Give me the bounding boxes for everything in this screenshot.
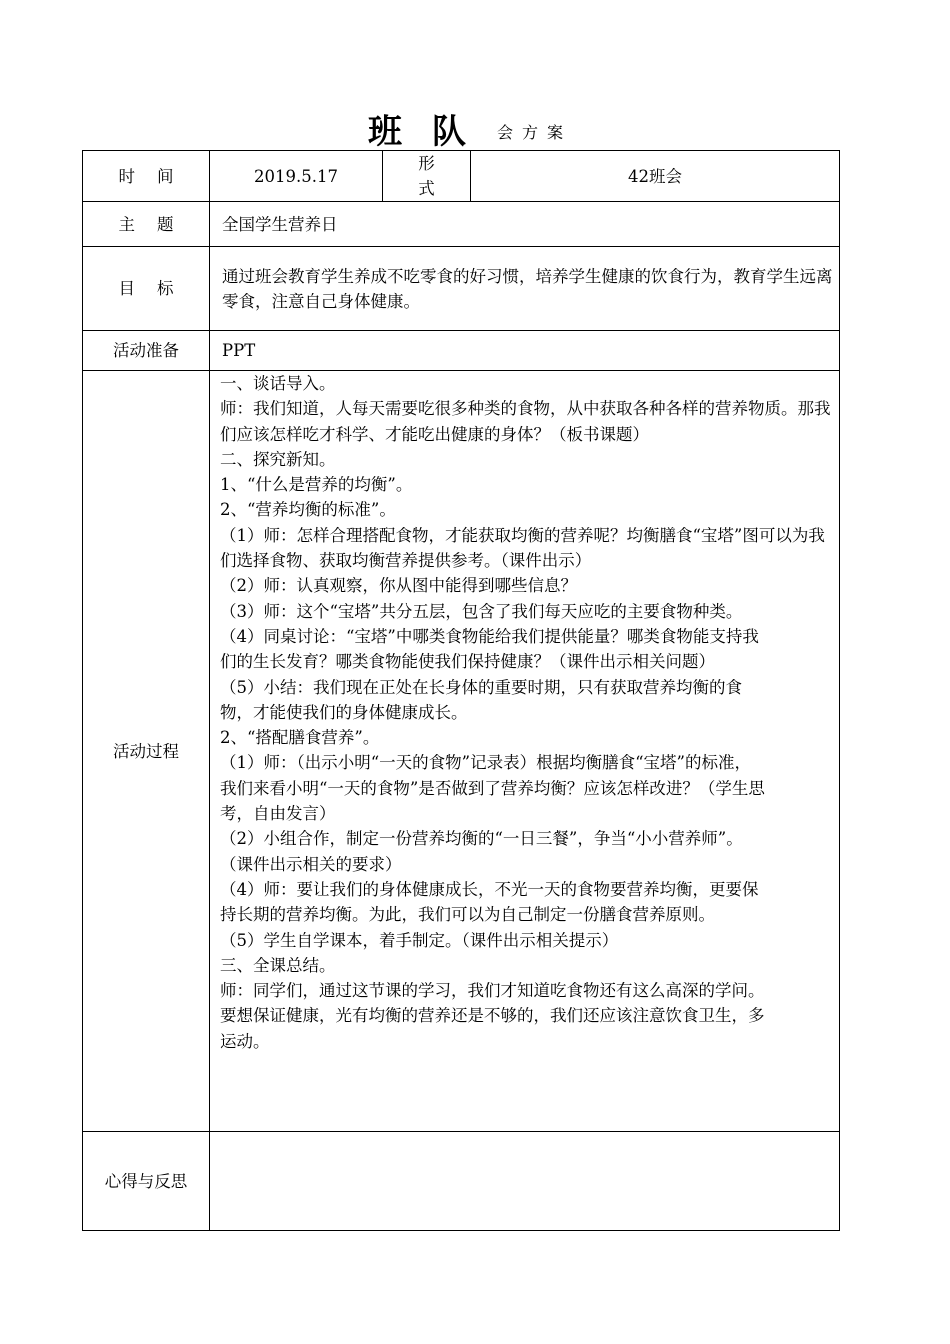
process-content <box>210 371 840 1132</box>
process-line: 1、“什么是营养的均衡”。 <box>220 475 413 495</box>
row-prep <box>83 331 840 371</box>
title-sub: 会方案 <box>497 123 573 142</box>
process-line: （4）同桌讨论：“宝塔”中哪类食物能给我们提供能量？哪类食物能支持我们的生长发育？哪类食物能使我们保持健康？（课件出示相关问题） <box>220 626 759 672</box>
process-line: 三、全课总结。 <box>220 955 336 975</box>
process-label: 活动过程 <box>83 371 210 1132</box>
row-goal <box>83 247 840 331</box>
row-time <box>83 151 840 202</box>
form-label: 形式 <box>383 151 471 202</box>
row-process <box>83 371 840 1132</box>
prep-label: 活动准备 <box>83 331 210 371</box>
process-line: （5）学生自学课本，着手制定。（课件出示相关提示） <box>220 930 619 950</box>
process-line: （4）师：要让我们的身体健康成长，不光一天的食物要营养均衡，更要保持长期的营养均衡。为此，我们可以为自己制定一份膳食营养原则。 <box>220 879 759 925</box>
form-value: 42班会 <box>471 151 840 202</box>
title-main: 班队 <box>368 112 496 152</box>
process-line: （1）师：怎样合理搭配食物，才能获取均衡的营养呢？均衡膳食“宝塔”图可以为我们选择食物、获取均衡营养提供参考。（课件出示） <box>220 525 825 571</box>
reflection-label: 心得与反思 <box>83 1132 210 1231</box>
process-line: 2、“搭配膳食营养”。 <box>220 728 380 748</box>
time-value: 2019.5.17 <box>210 151 383 202</box>
document-title <box>0 98 950 150</box>
row-theme <box>83 202 840 247</box>
process-line: （2）小组合作，制定一份营养均衡的“一日三餐”，争当“小小营养师”。（课件出示相关的要求） <box>220 829 743 874</box>
process-line: （3）师：这个“宝塔”共分五层，包含了我们每天应吃的主要食物种类。 <box>220 601 743 621</box>
process-line: 一、谈话导入。 <box>220 374 336 393</box>
process-line: （1）师：（出示小明“一天的食物”记录表）根据均衡膳食“宝塔”的标准，我们来看小明“一天的食物”是否做到了营养均衡？应该怎样改进？（学生思考，自由发言） <box>220 753 765 824</box>
theme-label: 主题 <box>83 202 210 247</box>
reflection-value <box>210 1132 840 1231</box>
process-line: 师：我们知道，人每天需要吃很多种类的食物，从中获取各种各样的营养物质。那我们应该怎样吃才科学、才能吃出健康的身体？（板书课题） <box>220 399 831 444</box>
process-line: （2）师：认真观察，你从图中能得到哪些信息？ <box>220 576 577 596</box>
goal-value: 通过班会教育学生养成不吃零食的好习惯，培养学生健康的饮食行为，教育学生远离零食，注意自己身体健康。 <box>210 247 840 331</box>
process-line: （5）小结：我们现在正处在长身体的重要时期，只有获取营养均衡的食物，才能使我们的身体健康成长。 <box>220 677 742 722</box>
theme-value: 全国学生营养日 <box>210 202 840 247</box>
plan-table <box>82 150 840 1231</box>
process-line: 师：同学们，通过这节课的学习，我们才知道吃食物还有这么高深的学问。要想保证健康，光有均衡的营养还是不够的，我们还应该注意饮食卫生，多运动。 <box>220 981 765 1051</box>
goal-label: 目标 <box>83 247 210 331</box>
prep-value: PPT <box>210 331 840 371</box>
process-line: 二、探究新知。 <box>220 449 336 469</box>
row-reflection <box>83 1132 840 1231</box>
process-line: 2、“营养均衡的标准”。 <box>220 500 396 520</box>
time-label: 时间 <box>83 151 210 202</box>
